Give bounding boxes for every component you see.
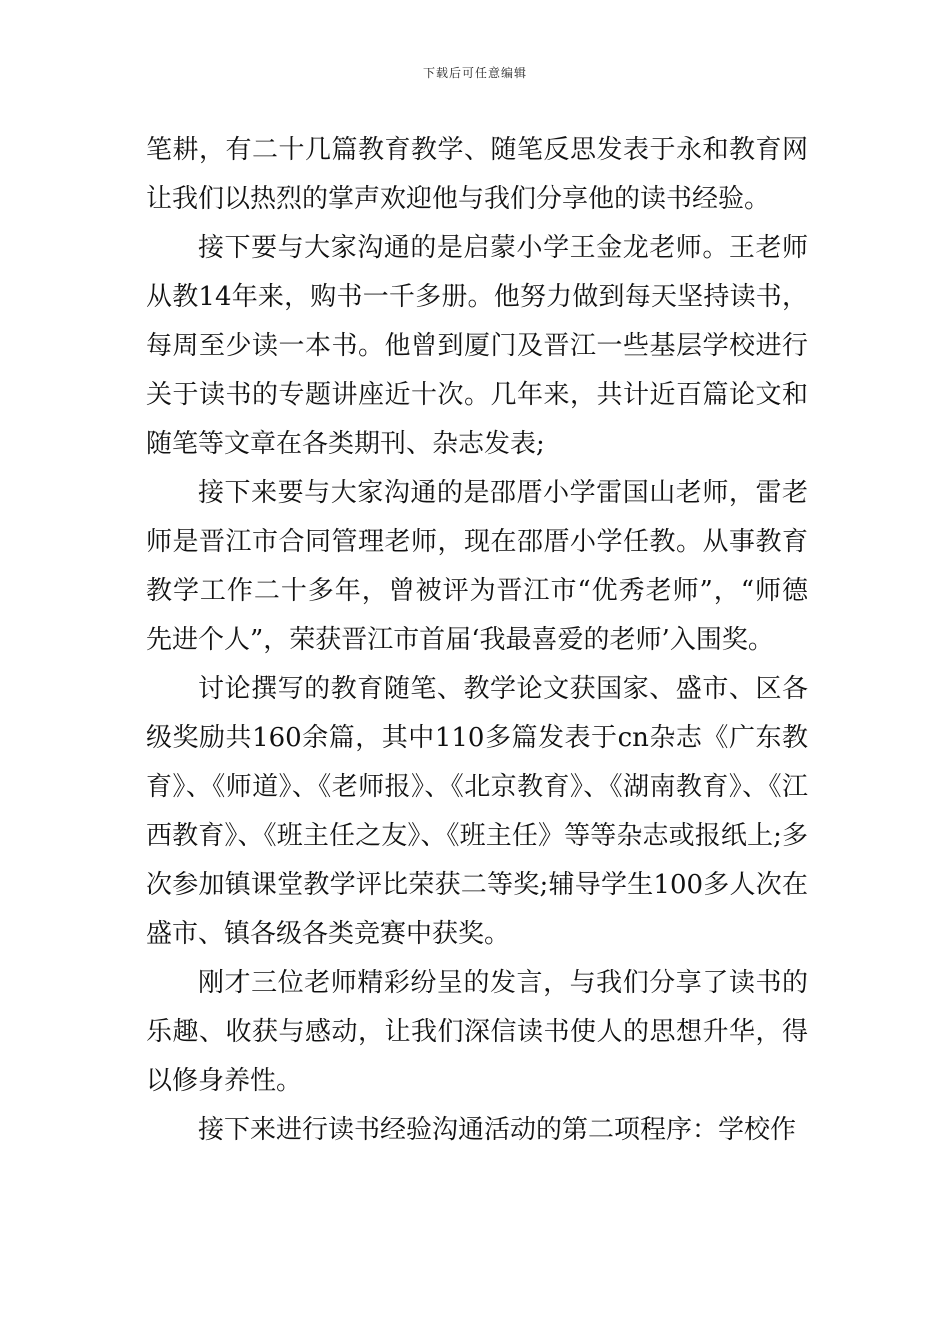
paragraph-3: 接下来要与大家沟通的是邵厝小学雷国山老师，雷老师是晋江市合同管理老师，现在邵厝小学任教。从事教育教学工作二十多年，曾被评为晋江市“优秀老师”，“师德先进个人”，荣获晋江市首届‘我最喜爱的老师’入围奖。 bbox=[146, 478, 808, 655]
paragraph-6: 接下来进行读书经验沟通活动的第二项程序：学校作 bbox=[198, 1115, 797, 1145]
document-body bbox=[146, 126, 808, 1155]
paragraph-1: 笔耕，有二十几篇教育教学、随笔反思发表于永和教育网让我们以热烈的掌声欢迎他与我们分享他的读书经验。 bbox=[146, 135, 808, 214]
paragraph-5: 刚才三位老师精彩纷呈的发言，与我们分享了读书的乐趣、收获与感动，让我们深信读书使人的思想升华，得以修身养性。 bbox=[146, 968, 808, 1096]
paragraph-2: 接下要与大家沟通的是启蒙小学王金龙老师。王老师从教14年来，购书一千多册。他努力做到每天坚持读书，每周至少读一本书。他曾到厦门及晋江一些基层学校进行关于读书的专题讲座近十次。几年来，共计近百篇论文和随笔等文章在各类期刊、杂志发表; bbox=[146, 233, 808, 459]
page-header: 下载后可任意编辑 bbox=[422, 66, 527, 80]
paragraph-4: 讨论撰写的教育随笔、教学论文获国家、盛市、区各级奖励共160余篇，其中110多篇发表于cn杂志《广东教育》、《师道》、《老师报》、《北京教育》、《湖南教育》、《江西教育》、《班主任之友》、《班主任》等等杂志或报纸上;多次参加镇课堂教学评比荣获二等奖;辅导学生100多人次在盛市、镇各级各类竞赛中获奖。 bbox=[146, 674, 808, 949]
